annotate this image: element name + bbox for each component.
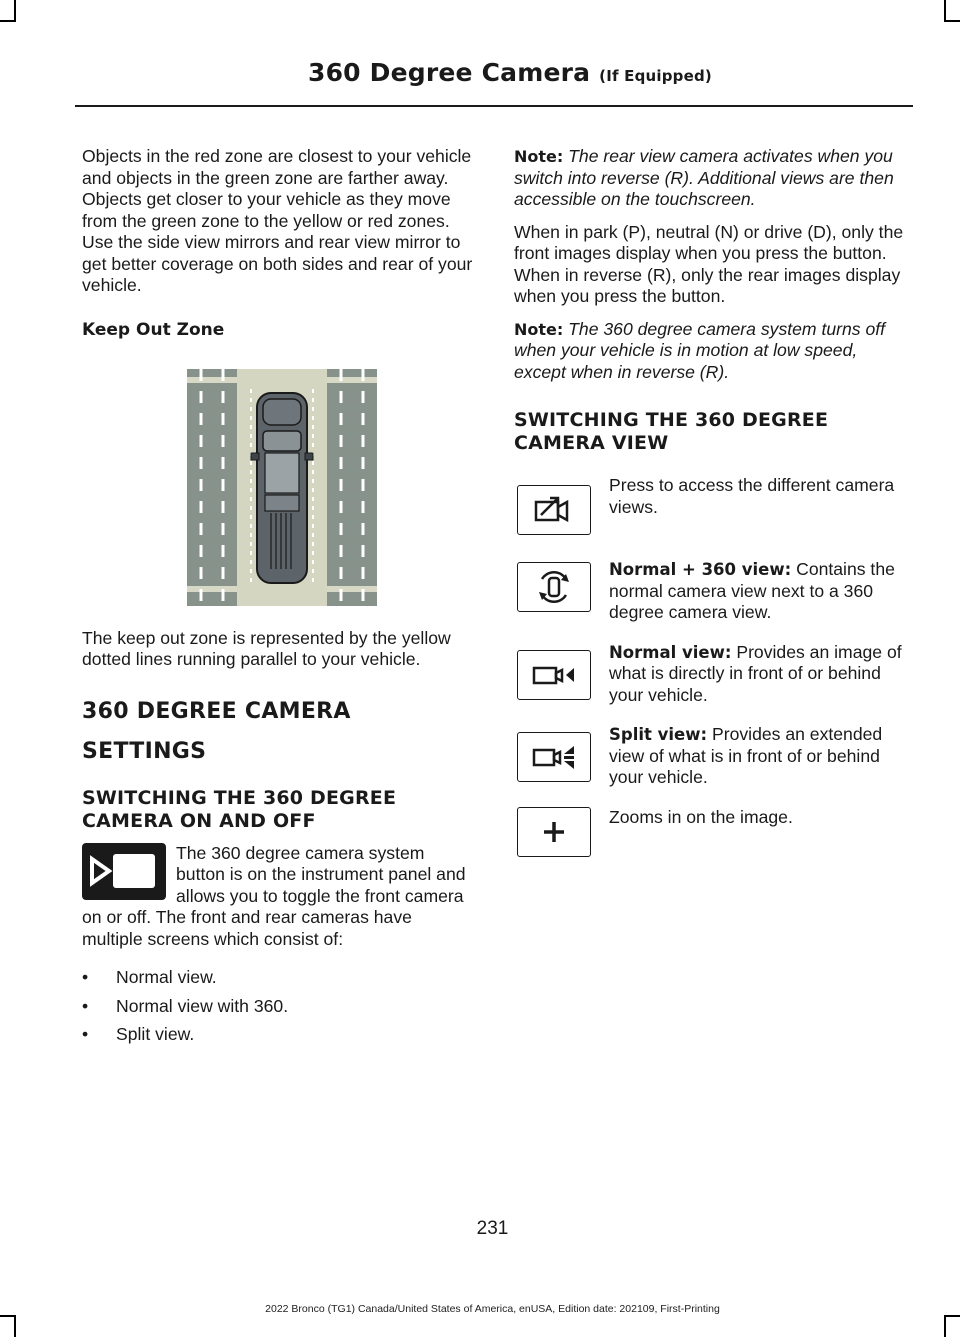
view-row-description: Provides an image of what is directly in front of or behind your vehicle. [609, 641, 902, 705]
crop-mark [14, 0, 16, 20]
camera-switch-icon [517, 485, 591, 535]
switch-on-off-block [82, 843, 476, 951]
keep-out-heading: Keep Out Zone [82, 319, 225, 340]
view-row-description: Press to access the different camera views. [609, 475, 895, 517]
right-column [514, 146, 908, 874]
list-item: • Split view. [82, 1024, 476, 1046]
normal-view-icon [517, 650, 591, 700]
intro-paragraph: Objects in the red zone are closest to your vehicle and objects in the green zone are farther away. Objects get closer to your vehicle as they move from the green zone to the yellow or red zones. Use the side view mirrors and rear view mirror to get better coverage on both sides and rear of your vehicle. [82, 146, 473, 295]
view-row-switch [514, 475, 908, 535]
keep-out-zone-illustration [187, 369, 377, 606]
page-title [308, 58, 712, 87]
crop-mark [944, 1317, 946, 1337]
view-row-label: Split view: [609, 725, 708, 744]
settings-heading-line2: SETTINGS [82, 738, 207, 764]
footer-edition: 2022 Bronco (TG1) Canada/United States of America, enUSA, Edition date: 202109, First-Printing [265, 1303, 720, 1315]
page-title-subtitle: (If Equipped) [599, 67, 712, 85]
crop-mark [14, 1317, 16, 1337]
crop-mark [944, 0, 946, 20]
split-view-icon [517, 732, 591, 782]
switch-on-off-heading: SWITCHING THE 360 DEGREE CAMERA ON AND OFF [82, 786, 397, 832]
view-row-text [609, 642, 908, 707]
view-row-label: Normal + 360 view: [609, 560, 792, 579]
view-row-description: Contains the normal camera view next to a 360 degree camera view. [609, 559, 895, 622]
page-number: 231 [476, 1218, 509, 1239]
crop-mark [0, 20, 16, 22]
park-neutral-drive-paragraph: When in park (P), neutral (N) or drive (D), only the front images display when you press the button. When in reverse (R), only the rear images display when you press the button. [514, 221, 904, 306]
view-row-text [609, 724, 908, 789]
view-row-text [609, 807, 908, 829]
normal-360-view-icon [517, 562, 591, 612]
camera-system-button-icon [82, 843, 166, 900]
note-label: Note: [514, 319, 564, 339]
settings-heading-line1: 360 DEGREE CAMERA [82, 698, 351, 724]
crop-mark [944, 20, 960, 22]
crop-mark [944, 1315, 960, 1317]
vehicle-top-view [251, 393, 313, 583]
view-row-zoom [514, 807, 908, 857]
crop-mark [0, 1315, 16, 1317]
list-item: • Normal view with 360. [82, 996, 476, 1018]
zoom-plus-icon [517, 807, 591, 857]
view-row-split [514, 724, 908, 789]
switch-view-heading: SWITCHING THE 360 DEGREE CAMERA VIEW [514, 409, 829, 454]
note-text: The rear view camera activates when you switch into reverse (R). Additional views are then accessible on the touchscreen. [514, 146, 894, 209]
note-label: Note: [514, 147, 564, 166]
note-low-speed [514, 319, 908, 384]
view-row-text [609, 475, 908, 518]
view-row-description: Zooms in on the image. [609, 806, 793, 827]
page-title-main: 360 Degree Camera [307, 58, 591, 87]
note-text: The 360 degree camera system turns off when your vehicle is in motion at low speed, except when in reverse (R). [514, 318, 886, 382]
view-row-description: Provides an extended view of what is in front of or behind your vehicle. [609, 724, 883, 787]
view-row-normal [514, 642, 908, 707]
note-reverse [514, 146, 908, 211]
view-row-normal-360 [514, 559, 908, 624]
switch-on-off-paragraph: The 360 degree camera system button is on the instrument panel and allows you to toggle the front camera on or off. The front and rear cameras have multiple screens which consist of: [82, 842, 466, 949]
view-row-label: Normal view: [609, 642, 732, 662]
keep-out-paragraph: The keep out zone is represented by the yellow dotted lines running parallel to your vehicle. [82, 627, 451, 669]
list-item: • Normal view. [82, 967, 476, 989]
view-row-text [609, 559, 908, 624]
camera-screens-list [82, 967, 476, 1046]
left-column [82, 146, 476, 1053]
header-rule [75, 105, 913, 107]
